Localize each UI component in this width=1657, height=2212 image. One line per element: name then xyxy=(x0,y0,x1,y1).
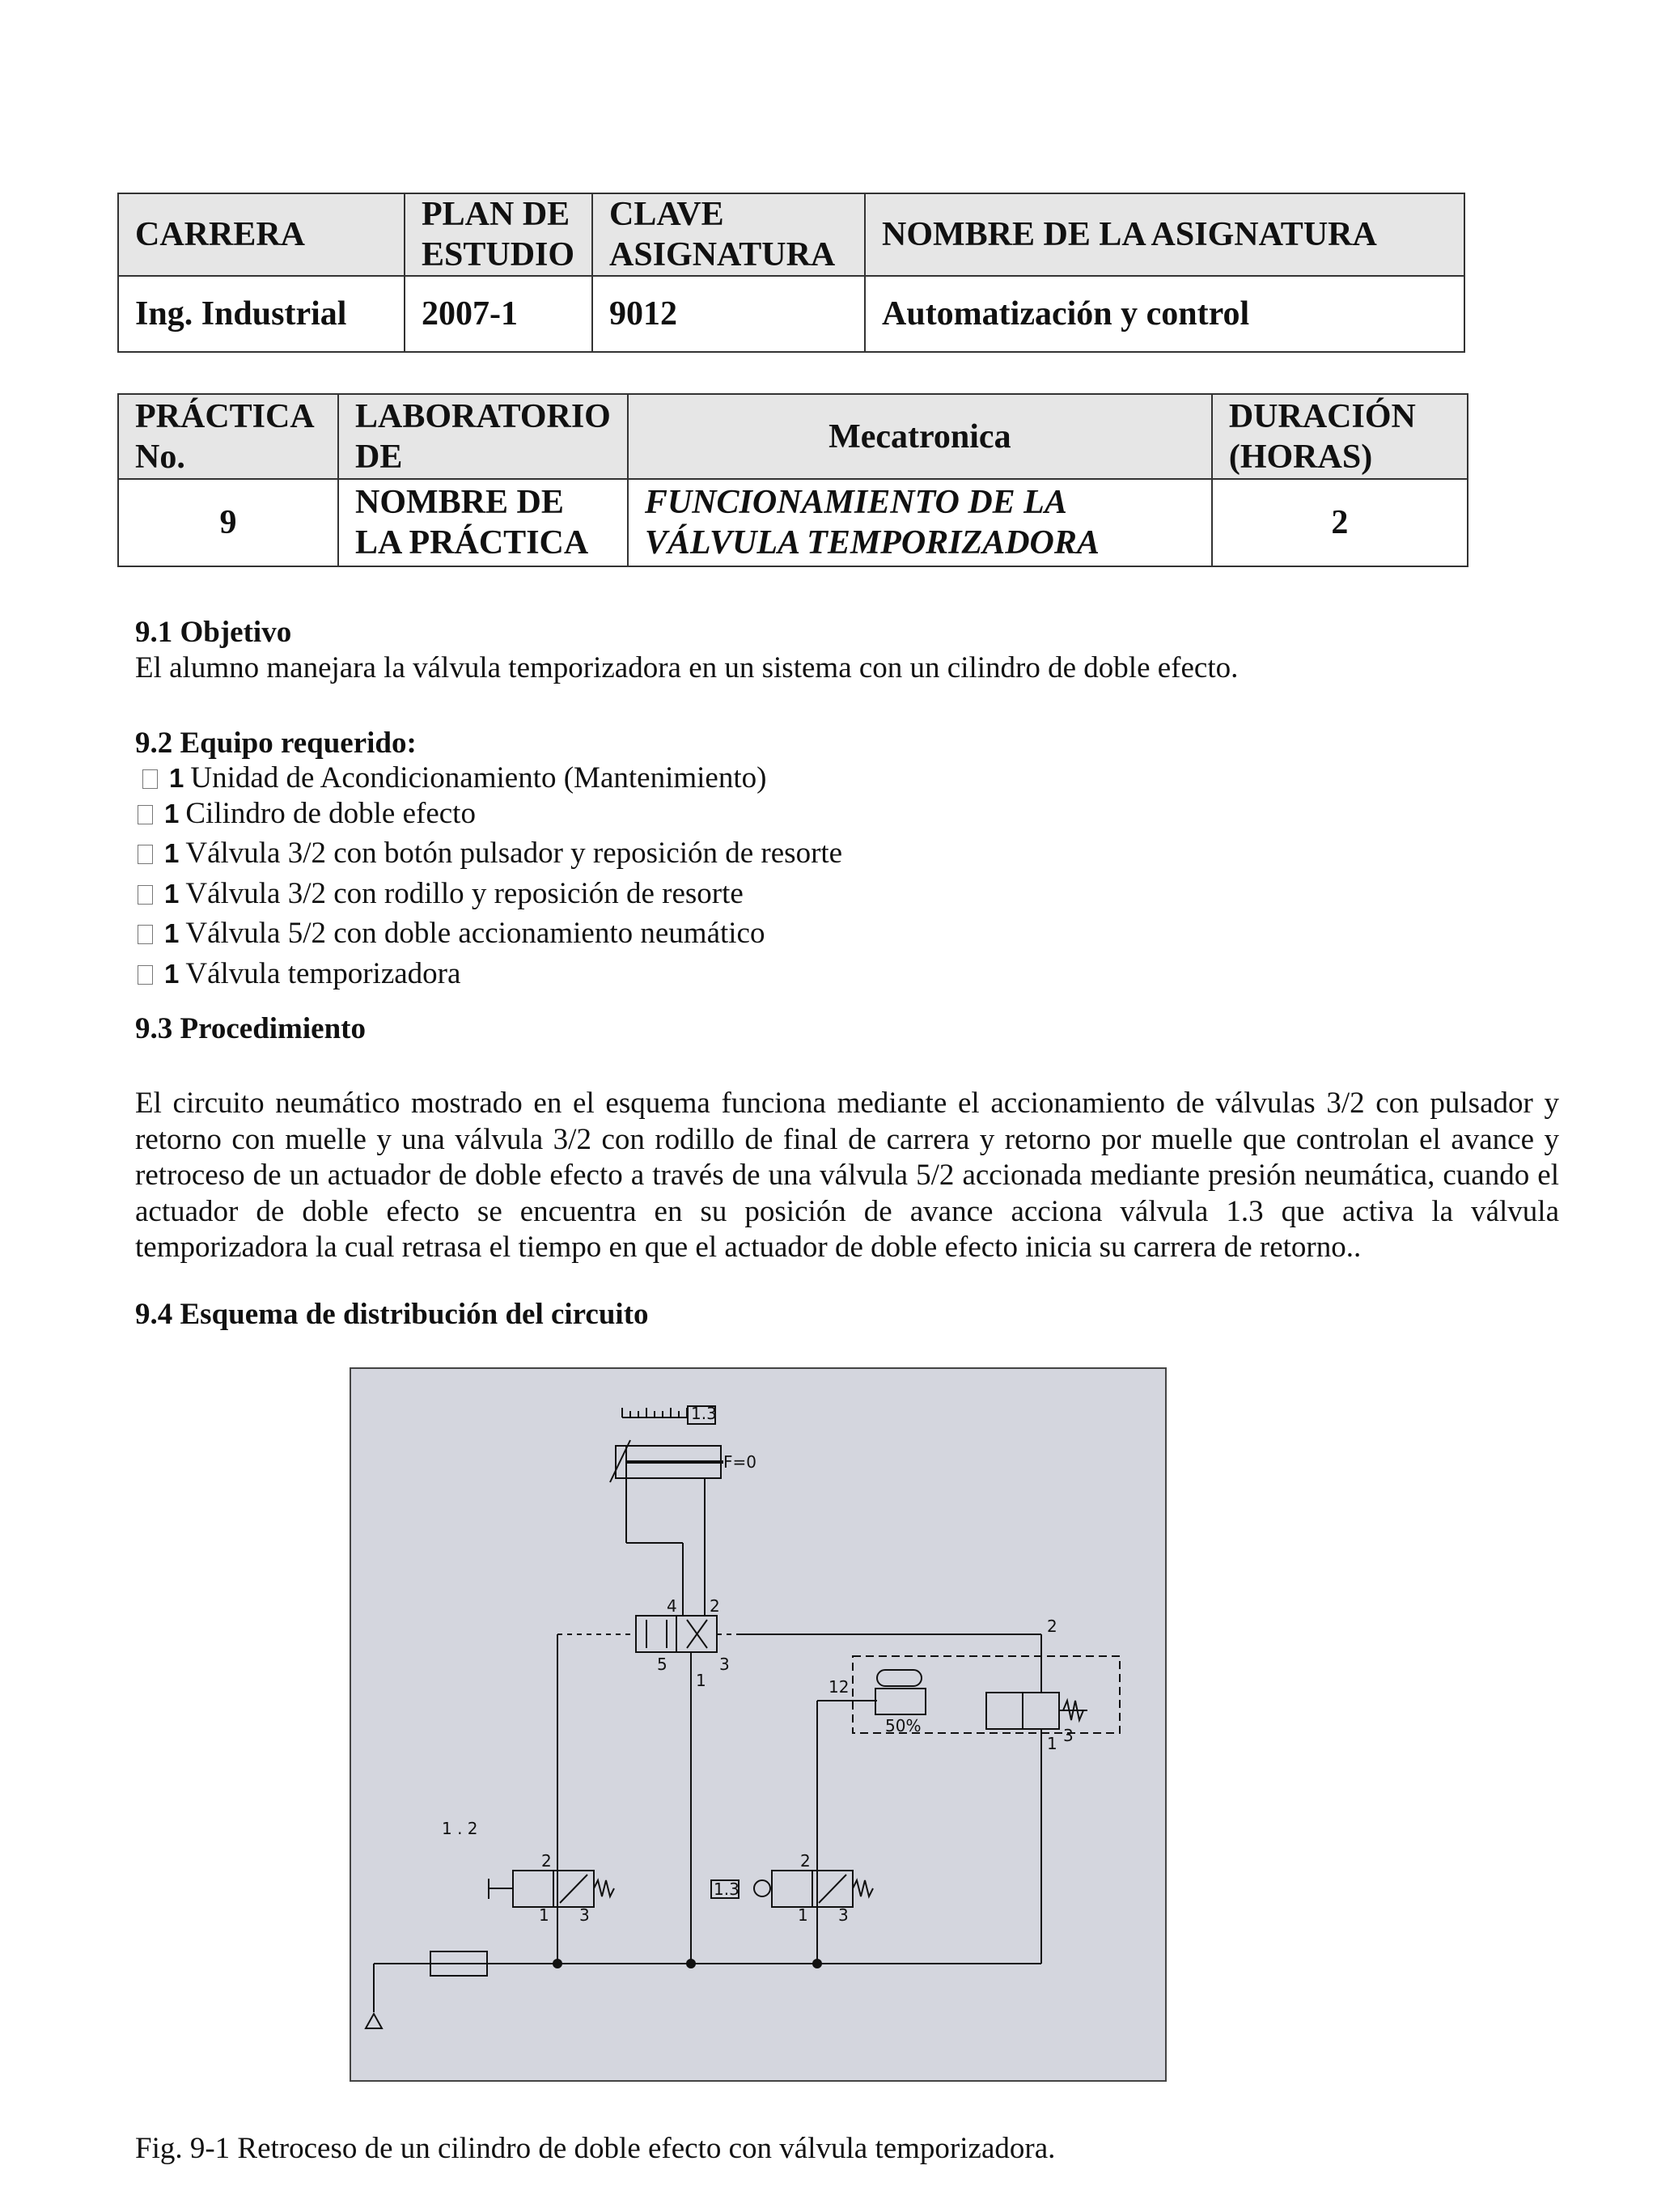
esquema-heading: 9.4 Esquema de distribución del circuito xyxy=(135,1298,649,1331)
valve-1-3-port-3-label: 3 xyxy=(838,1905,849,1925)
carrera-header: CARRERA xyxy=(118,193,405,276)
checkbox-icon xyxy=(138,805,153,824)
checkbox-icon xyxy=(138,885,153,905)
laboratorio-header: LABORATORIO DE xyxy=(338,394,628,479)
valve-1-2-tag: 1 . 2 xyxy=(442,1819,478,1838)
laboratorio-value: Mecatronica xyxy=(628,394,1212,479)
list-item: 1 Válvula 3/2 con botón pulsador y reposición de resorte xyxy=(138,836,842,871)
procedimiento-text: El circuito neumático mostrado en el esquema funciona mediante el accionamiento de válvulas 3/2 con pulsador y retorno con muelle y una válvula 3/2 con rodillo de final de carrera y retorno por muelle que controlan el avance y retroceso de un actuador de doble efecto a través de una válvula 5/2 accionada mediante presión neumática, cuando el actuador de doble efecto se encuentra en su posición de avance acciona válvula 1.3 que activa la válvula temporizadora la cual retrasa el tiempo en que el actuador de doble efecto inicia su carrera de retorno.. xyxy=(135,1087,1559,1264)
valve-5-2-symbol xyxy=(636,1616,717,1652)
nombre-practica-header: NOMBRE DE LA PRÁCTICA xyxy=(338,479,628,566)
pneumatic-circuit-diagram xyxy=(350,1367,1167,2082)
port-4-label: 4 xyxy=(667,1596,677,1616)
objetivo-text: El alumno manejara la válvula temporizadora en un sistema con un cilindro de doble efecto. xyxy=(135,651,1239,684)
clave-header: CLAVE ASIGNATURA xyxy=(592,193,865,276)
nombre-practica-value: FUNCIONAMIENTO DE LA VÁLVULA TEMPORIZADORA xyxy=(628,479,1212,566)
carrera-value: Ing. Industrial xyxy=(118,276,405,352)
list-item: 1 Válvula 5/2 con doble accionamiento neumático xyxy=(138,916,765,951)
timer-valve-symbol xyxy=(986,1693,1023,1729)
nombre-header: NOMBRE DE LA ASIGNATURA xyxy=(865,193,1464,276)
objetivo-heading: 9.1 Objetivo xyxy=(135,616,292,649)
plan-header: PLAN DE ESTUDIO xyxy=(405,193,592,276)
timer-port-2-label: 2 xyxy=(1047,1617,1057,1636)
list-item: 1 Cilindro de doble efecto xyxy=(138,796,476,832)
valve-1-2-port-2-label: 2 xyxy=(541,1851,552,1871)
practice-info-table xyxy=(117,393,1468,567)
valve-1-3-port-1-label: 1 xyxy=(798,1905,808,1925)
practica-header: PRÁCTICA No. xyxy=(118,394,338,479)
port-5-label: 5 xyxy=(657,1655,667,1674)
checkbox-icon xyxy=(138,925,153,944)
nombre-value: Automatización y control xyxy=(865,276,1464,352)
checkbox-icon xyxy=(142,769,158,789)
course-info-table xyxy=(117,193,1465,353)
port-3-label: 3 xyxy=(719,1655,730,1674)
clave-value: 9012 xyxy=(592,276,865,352)
timer-port-3-label: 3 xyxy=(1063,1726,1074,1745)
checkbox-icon xyxy=(138,845,153,864)
valve-1-2-port-1-label: 1 xyxy=(539,1905,549,1925)
force-label: F=0 xyxy=(723,1452,756,1472)
list-item: 1 Unidad de Acondicionamiento (Mantenimiento) xyxy=(142,761,766,796)
checkbox-icon xyxy=(138,965,153,985)
port-2-label: 2 xyxy=(710,1596,720,1616)
list-item: 1 Válvula 3/2 con rodillo y reposición de resorte xyxy=(138,876,744,912)
practica-number: 9 xyxy=(118,479,338,566)
plan-value: 2007-1 xyxy=(405,276,592,352)
equipo-heading: 9.2 Equipo requerido: xyxy=(135,727,417,760)
pilot-12-label: 12 xyxy=(828,1677,850,1697)
valve-1-3-symbol xyxy=(754,1871,873,1907)
timer-port-1-label: 1 xyxy=(1047,1734,1057,1753)
cylinder-tag: 1.3 xyxy=(691,1404,717,1423)
port-1-label: 1 xyxy=(696,1671,706,1690)
list-item: 1 Válvula temporizadora xyxy=(138,956,460,992)
valve-1-3-port-2-label: 2 xyxy=(800,1851,811,1871)
valve-1-2-symbol xyxy=(489,1871,614,1907)
roller-tag: 1.3 xyxy=(714,1879,740,1899)
figure-caption: Fig. 9-1 Retroceso de un cilindro de doble efecto con válvula temporizadora. xyxy=(135,2132,1056,2165)
timer-percent-label: 50% xyxy=(885,1716,922,1735)
duracion-value: 2 xyxy=(1212,479,1468,566)
valve-1-2-port-3-label: 3 xyxy=(579,1905,590,1925)
procedimiento-heading: 9.3 Procedimiento xyxy=(135,1012,366,1045)
duracion-header: DURACIÓN (HORAS) xyxy=(1212,394,1468,479)
